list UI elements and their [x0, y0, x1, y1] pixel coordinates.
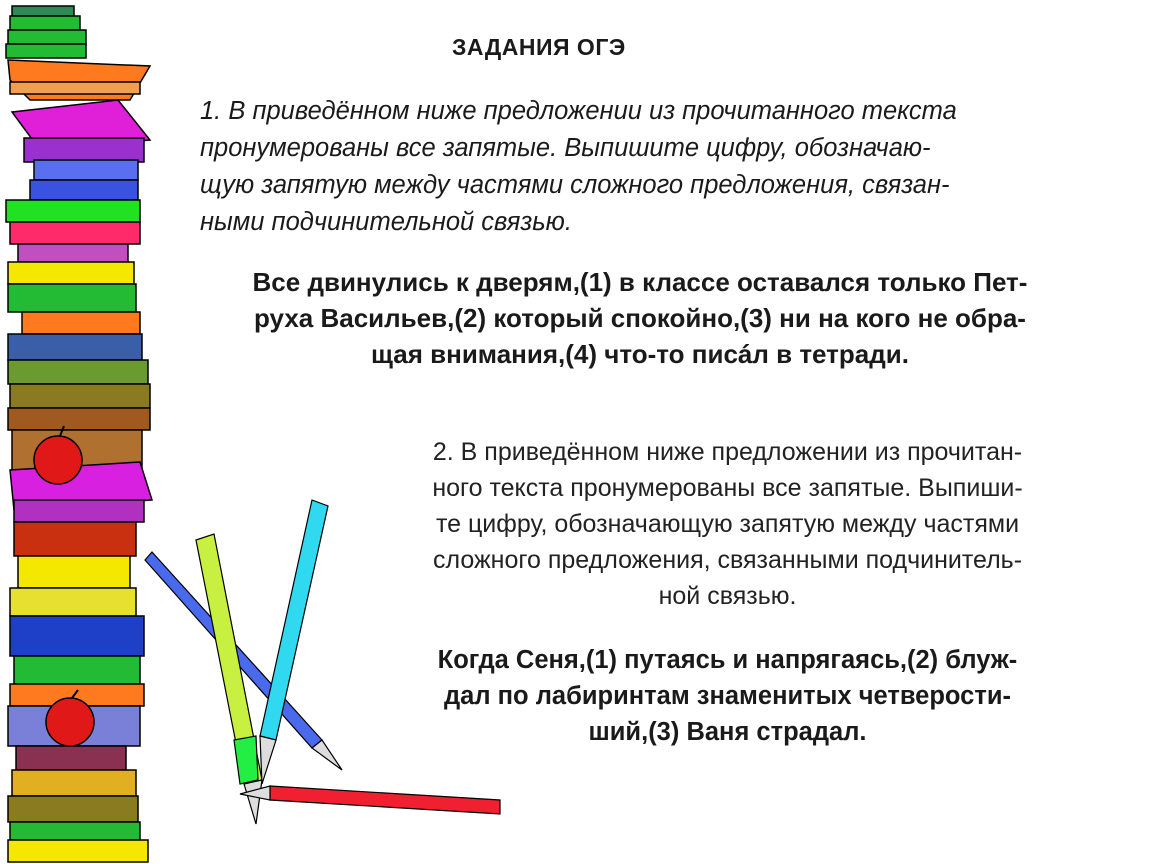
sentence-1-line: Все двинулись к дверям,(1) в классе оставался только Пет- [252, 267, 1028, 297]
sentence-1-line: щая внимания,(4) что-то писáл в тетради. [371, 339, 909, 369]
task-1-line: пронумерованы все запятые. Выпишите цифру, обозначаю- [200, 134, 931, 162]
task-2-line: те цифру, обозначающую запятую между частями [435, 510, 1020, 538]
sentence-2-line: Когда Сеня,(1) путаясь и напрягаясь,(2) блуж- [437, 646, 1018, 674]
task-2-line: ной связью. [658, 582, 797, 610]
task-2-instructions [370, 434, 1085, 614]
page-title: ЗАДАНИЯ ОГЭ [452, 34, 626, 60]
task-1-instructions [200, 93, 1080, 241]
task-1-line: щую запятую между частями сложного предложения, связан- [200, 171, 950, 199]
sentence-2-line: дал по лабиринтам знаменитых четверости- [443, 682, 1012, 710]
task-2-line: сложного предложения, связанными подчинитель- [432, 546, 1023, 574]
task-1-line: 1. В приведённом ниже предложении из прочитанного текста [200, 97, 957, 125]
task-1-line: ными подчинительной связью. [200, 208, 572, 236]
sentence-1-line: руха Васильев,(2) который спокойно,(3) ни на кого не обра- [254, 303, 1026, 333]
task-2-line: 2. В приведённом ниже предложении из прочитан- [432, 438, 1023, 466]
task-2-line: ного текста пронумерованы все запятые. Выпиши- [432, 474, 1023, 502]
task-1-sentence [200, 264, 1080, 372]
sentence-2-line: ший,(3) Ваня страдал. [588, 718, 867, 746]
task-2-sentence [370, 642, 1085, 750]
